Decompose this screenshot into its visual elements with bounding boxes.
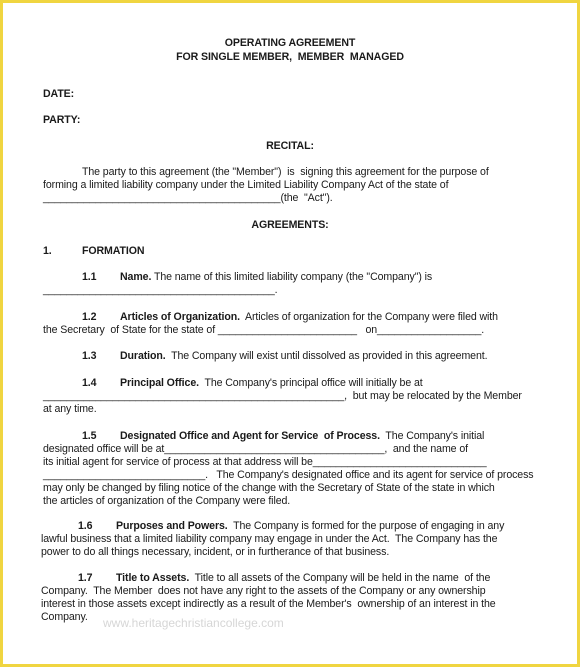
clause-line	[120, 377, 423, 390]
clause-text: The Company's initial	[379, 430, 485, 442]
clause-text: Articles of organization for the Company were filed with	[239, 311, 498, 323]
clause-number: 1.7	[78, 572, 93, 584]
doc-title: OPERATING AGREEMENT	[224, 37, 356, 49]
clause-text: The name of this limited liability company (the "Company") is	[151, 271, 433, 283]
clause-line	[120, 430, 484, 443]
clause-text: ____________________________. The Company's designated office and its agent for service of process	[43, 469, 534, 481]
agreements-heading: AGREEMENTS:	[251, 219, 329, 231]
clause-text: The Company is formed for the purpose of engaging in any	[227, 520, 505, 532]
clause-text: ________________________________________.	[43, 284, 278, 296]
clause-number: 1.5	[82, 430, 97, 442]
clause-title: Duration.	[120, 350, 166, 362]
party-label: PARTY:	[43, 114, 81, 126]
clause-title: Title to Assets.	[116, 572, 190, 584]
clause-number: 1.1	[82, 271, 97, 283]
clause-text: Company. The Member does not have any right to the assets of the Company or any ownership	[41, 585, 486, 597]
clause-title: Articles of Organization.	[120, 311, 240, 323]
clause-text: designated office will be at______________________________________, and the name of	[43, 443, 468, 455]
clause-text: The Company will exist until dissolved as provided in this agreement.	[165, 350, 488, 362]
recital-text: _________________________________________(the "Act").	[43, 192, 333, 204]
clause-line	[116, 572, 490, 585]
watermark: www.heritagechristiancollege.com	[103, 616, 284, 630]
recital-text: forming a limited liability company under the Limited Liability Company Act of the state of	[43, 179, 449, 191]
clause-text: its initial agent for service of process at that address will be______________________________	[43, 456, 487, 468]
clause-text: Company.	[41, 611, 88, 623]
clause-text: Title to all assets of the Company will be held in the name of the	[189, 572, 491, 584]
date-label: DATE:	[43, 88, 75, 100]
clause-text: ____________________________________________________, but may be relocated by the Member	[43, 390, 522, 402]
clause-title: Designated Office and Agent for Service of Process.	[120, 430, 380, 442]
doc-subtitle: FOR SINGLE MEMBER, MEMBER MANAGED	[176, 51, 404, 63]
clause-title: Principal Office.	[120, 377, 199, 389]
clause-number: 1.6	[78, 520, 93, 532]
clause-text: the Secretary of State for the state of ________________________ on__________________.	[43, 324, 485, 336]
document-page	[3, 3, 577, 664]
clause-text: interest in those assets except indirectly as a result of the Member's ownership of an interest in the	[41, 598, 496, 610]
clause-text: The Company's principal office will initially be at	[198, 377, 423, 389]
clause-text: power to do all things necessary, incident, or in furtherance of that business.	[41, 546, 390, 558]
recital-heading: RECITAL:	[266, 140, 314, 152]
clause-number: 1.3	[82, 350, 97, 362]
clause-text: the articles of organization of the Company were filed.	[43, 495, 291, 507]
clause-title: Purposes and Powers.	[116, 520, 228, 532]
clause-line	[120, 311, 498, 324]
section-title: FORMATION	[82, 245, 145, 257]
clause-line	[116, 520, 504, 533]
clause-text: lawful business that a limited liability company may engage in under the Act. The Company has the	[41, 533, 498, 545]
clause-line	[120, 271, 432, 284]
clause-number: 1.4	[82, 377, 97, 389]
clause-line	[120, 350, 487, 363]
clause-number: 1.2	[82, 311, 97, 323]
clause-title: Name.	[120, 271, 152, 283]
clause-text: may only be changed by filing notice of the change with the Secretary of State of the state in which	[43, 482, 495, 494]
section-number: 1.	[43, 245, 52, 257]
clause-text: at any time.	[43, 403, 97, 415]
recital-text: The party to this agreement (the "Member") is signing this agreement for the purpose of	[82, 166, 489, 178]
